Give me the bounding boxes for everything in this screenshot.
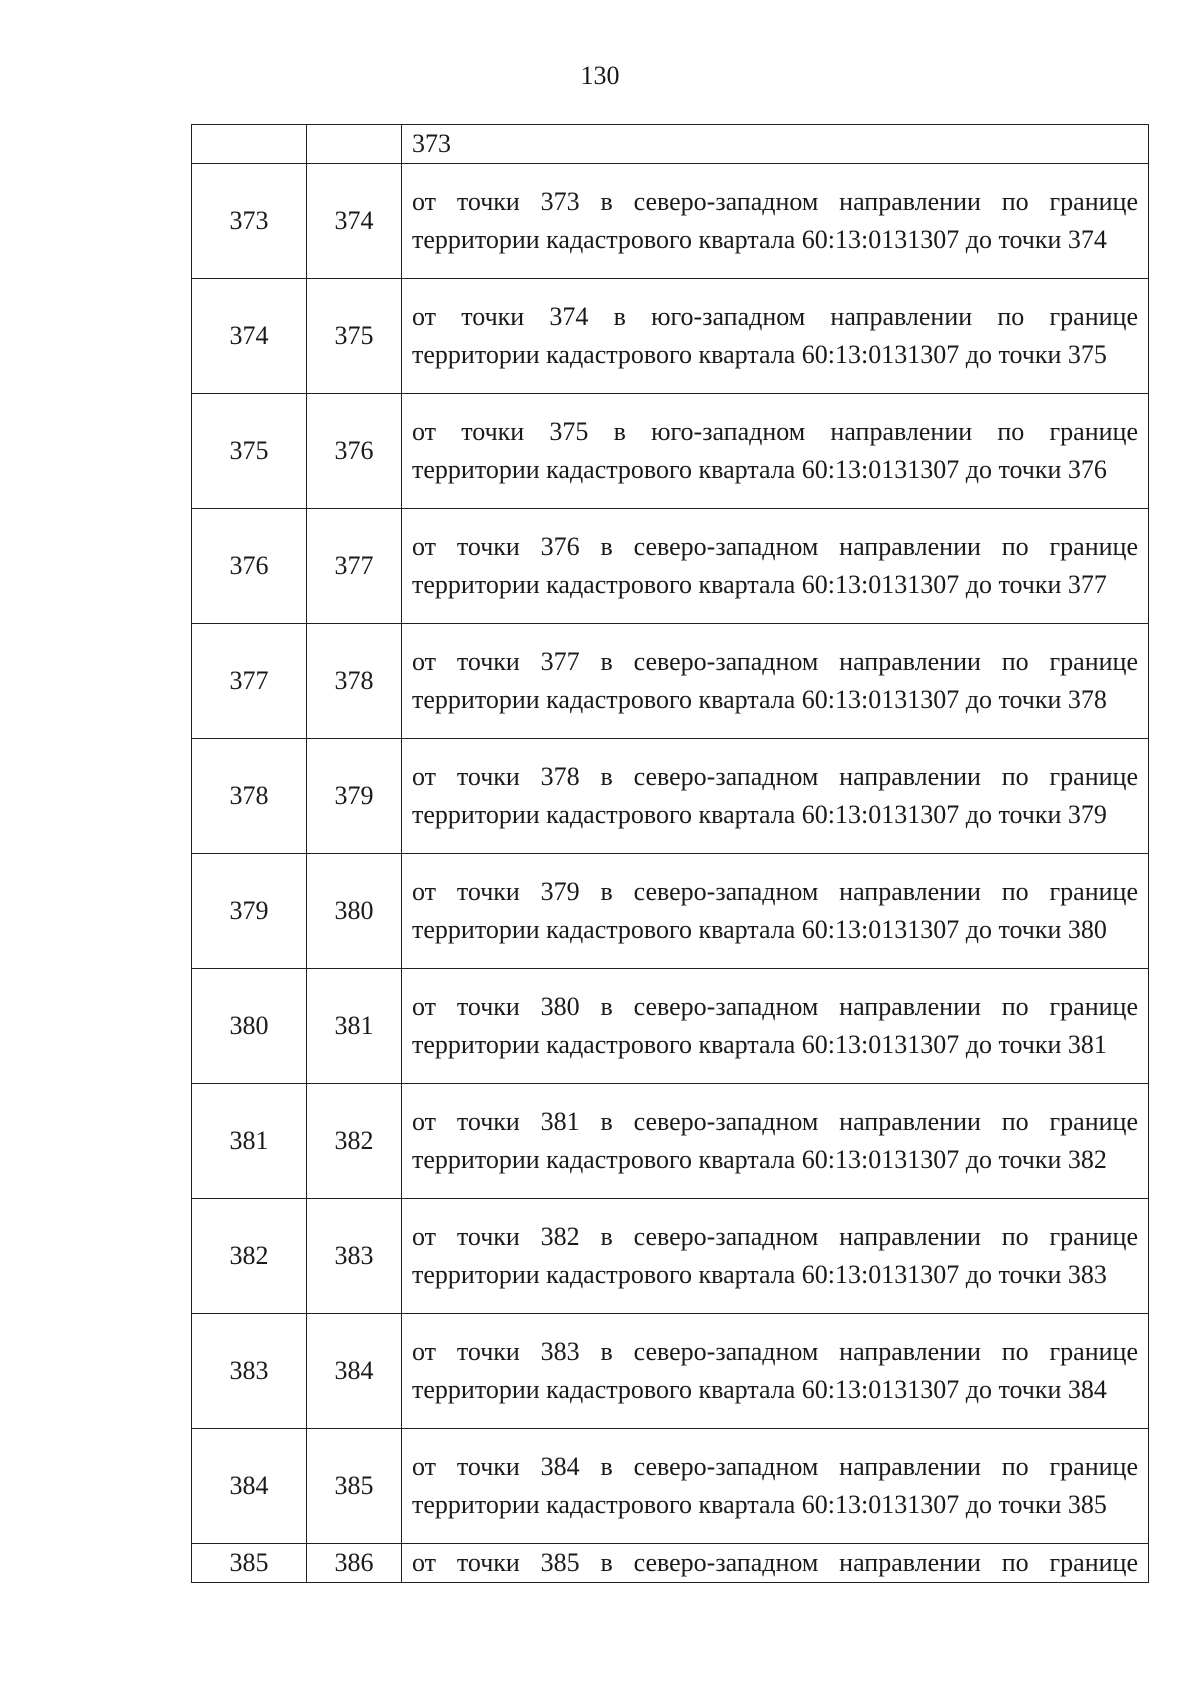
boundary-points-table	[191, 124, 1149, 1583]
description-cell: от точки 373 в северо-западном направлении по границе территории кадастрового квартала 60:13:0131307 до точки 374	[402, 164, 1149, 279]
to-point-cell: 377	[307, 509, 402, 624]
to-point-cell: 382	[307, 1084, 402, 1199]
description-cell: от точки 380 в северо-западном направлении по границе территории кадастрового квартала 60:13:0131307 до точки 381	[402, 969, 1149, 1084]
description-cell: 373	[402, 125, 1149, 164]
to-point-cell: 374	[307, 164, 402, 279]
from-point-cell: 373	[192, 164, 307, 279]
to-point-cell: 376	[307, 394, 402, 509]
to-point-cell: 385	[307, 1429, 402, 1544]
description-cell: от точки 376 в северо-западном направлении по границе территории кадастрового квартала 60:13:0131307 до точки 377	[402, 509, 1149, 624]
description-cell: от точки 385 в северо-западном направлении по границе	[402, 1544, 1149, 1583]
table-row	[192, 164, 1149, 279]
description-cell: от точки 375 в юго-западном направлении по границе территории кадастрового квартала 60:13:0131307 до точки 376	[402, 394, 1149, 509]
description-cell: от точки 377 в северо-западном направлении по границе территории кадастрового квартала 60:13:0131307 до точки 378	[402, 624, 1149, 739]
table-row	[192, 1544, 1149, 1583]
table-row	[192, 969, 1149, 1084]
table-row	[192, 279, 1149, 394]
table-row	[192, 394, 1149, 509]
table-row	[192, 1429, 1149, 1544]
description-cell: от точки 374 в юго-западном направлении по границе территории кадастрового квартала 60:13:0131307 до точки 375	[402, 279, 1149, 394]
from-point-cell: 375	[192, 394, 307, 509]
from-point-cell: 385	[192, 1544, 307, 1583]
description-cell: от точки 383 в северо-западном направлении по границе территории кадастрового квартала 60:13:0131307 до точки 384	[402, 1314, 1149, 1429]
to-point-cell: 383	[307, 1199, 402, 1314]
from-point-cell: 383	[192, 1314, 307, 1429]
from-point-cell: 381	[192, 1084, 307, 1199]
table-row	[192, 1084, 1149, 1199]
description-cell: от точки 378 в северо-западном направлении по границе территории кадастрового квартала 60:13:0131307 до точки 379	[402, 739, 1149, 854]
from-point-cell: 378	[192, 739, 307, 854]
to-point-cell: 378	[307, 624, 402, 739]
from-point-cell: 376	[192, 509, 307, 624]
description-cell: от точки 379 в северо-западном направлении по границе территории кадастрового квартала 60:13:0131307 до точки 380	[402, 854, 1149, 969]
table-row	[192, 509, 1149, 624]
to-point-cell: 386	[307, 1544, 402, 1583]
description-cell: от точки 381 в северо-западном направлении по границе территории кадастрового квартала 60:13:0131307 до точки 382	[402, 1084, 1149, 1199]
to-point-cell: 380	[307, 854, 402, 969]
from-point-cell: 382	[192, 1199, 307, 1314]
from-point-cell: 384	[192, 1429, 307, 1544]
table-row	[192, 1199, 1149, 1314]
from-point-cell: 380	[192, 969, 307, 1084]
table-row	[192, 1314, 1149, 1429]
table-row	[192, 739, 1149, 854]
to-point-cell	[307, 125, 402, 164]
to-point-cell: 381	[307, 969, 402, 1084]
from-point-cell: 377	[192, 624, 307, 739]
from-point-cell: 374	[192, 279, 307, 394]
description-cell: от точки 384 в северо-западном направлении по границе территории кадастрового квартала 60:13:0131307 до точки 385	[402, 1429, 1149, 1544]
description-cell: от точки 382 в северо-западном направлении по границе территории кадастрового квартала 60:13:0131307 до точки 383	[402, 1199, 1149, 1314]
table-row	[192, 125, 1149, 164]
to-point-cell: 384	[307, 1314, 402, 1429]
to-point-cell: 375	[307, 279, 402, 394]
from-point-cell	[192, 125, 307, 164]
to-point-cell: 379	[307, 739, 402, 854]
table-row	[192, 854, 1149, 969]
from-point-cell: 379	[192, 854, 307, 969]
page-number: 130	[580, 61, 620, 90]
table-row	[192, 624, 1149, 739]
